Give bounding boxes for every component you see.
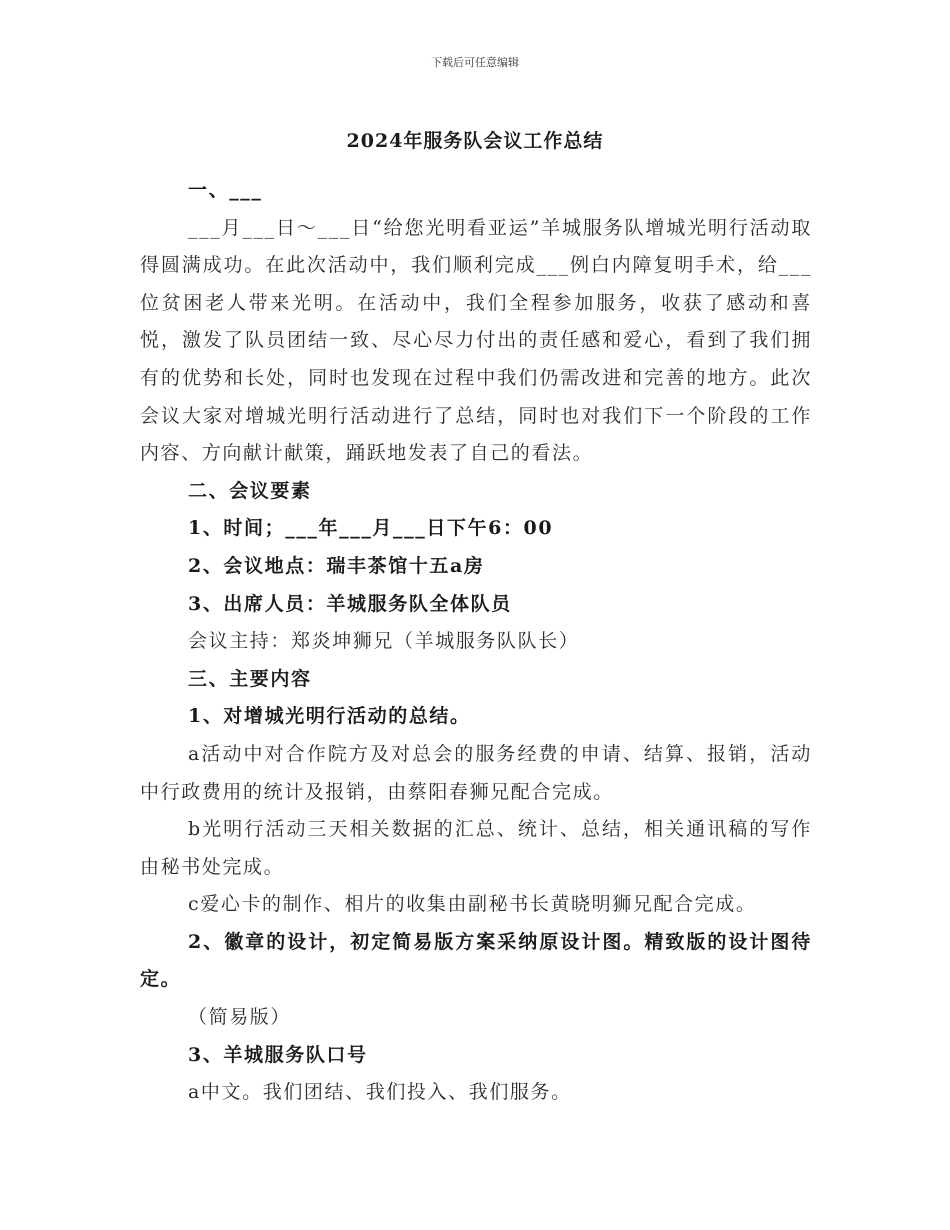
meeting-attendees: 3、出席人员：羊城服务队全体队员 bbox=[188, 592, 512, 615]
content-item-1: 1、对增城光明行活动的总结。 bbox=[188, 705, 471, 728]
content-item-3a: a中文。我们团结、我们投入、我们服务。 bbox=[188, 1081, 572, 1104]
content-item-2: 2、徽章的设计，初定简易版方案采纳原设计图。精致版的设计图待定。 bbox=[140, 930, 812, 991]
content-item-1b: b光明行活动三天相关数据的汇总、统计、总结，相关通讯稿的写作由秘书处完成。 bbox=[140, 818, 812, 878]
section-2-heading: 二、会议要素 bbox=[188, 479, 312, 502]
document-body bbox=[140, 172, 812, 1112]
section-1-paragraph: ___月___日～___日“给您光明看亚运”羊城服务队增城光明行活动取得圆满成功。在此次活动中，我们顺利完成___例白内障复明手术，给___位贫困老人带来光明。在活动中，我们全程参加服务，收获了感动和喜悦，激发了队员团结一致、尽心尽力付出的责任感和爱心，看到了我们拥有的优势和长处，同时也发现在过程中我们仍需改进和完善的地方。此次会议大家对增城光明行活动进行了总结，同时也对我们下一个阶段的工作内容、方向献计献策，踊跃地发表了自己的看法。 bbox=[140, 216, 812, 465]
section-1-heading: 一、___ bbox=[188, 179, 263, 201]
content-item-1a: a活动中对合作院方及对总会的服务经费的申请、结算、报销，活动中行政费用的统计及报销，由蔡阳春狮兄配合完成。 bbox=[140, 742, 812, 803]
meeting-time: 1、时间；___年___月___日下午6：00 bbox=[188, 517, 554, 540]
header-note: 下载后可任意编辑 bbox=[431, 56, 519, 69]
content-item-2-note: （简易版） bbox=[188, 1006, 292, 1029]
content-item-3: 3、羊城服务队口号 bbox=[188, 1043, 368, 1066]
meeting-place: 2、会议地点：瑞丰茶馆十五a房 bbox=[188, 554, 485, 577]
meeting-host: 会议主持：郑炎坤狮兄（羊城服务队队长） bbox=[188, 630, 580, 653]
content-item-1c: c爱心卡的制作、相片的收集由副秘书长黄晓明狮兄配合完成。 bbox=[188, 893, 757, 916]
document-title: 2024年服务队会议工作总结 bbox=[346, 130, 604, 152]
section-3-heading: 三、主要内容 bbox=[188, 667, 312, 690]
